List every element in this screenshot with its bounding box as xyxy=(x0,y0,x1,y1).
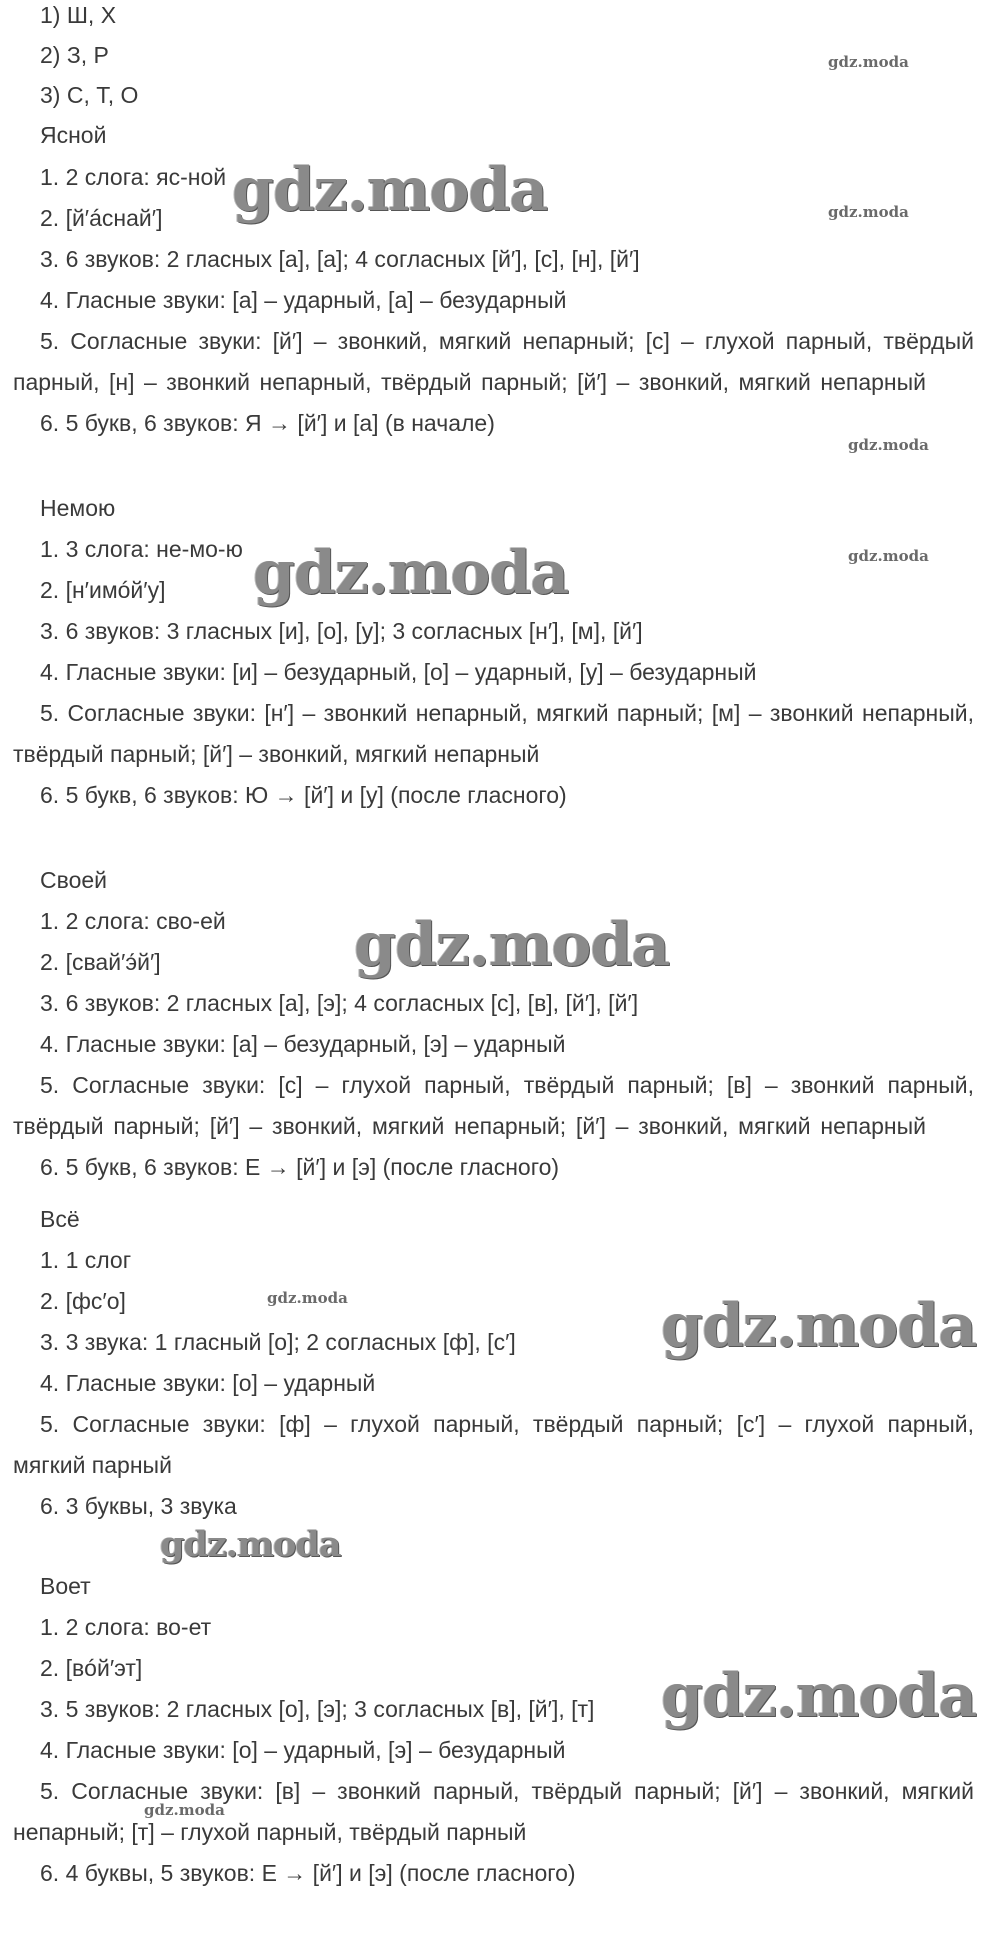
answer-line: 4. Гласные звуки: [а] – безударный, [э] – ударный xyxy=(40,1031,566,1057)
watermark-large: gdz.moda xyxy=(661,1661,977,1731)
watermark-small: gdz.moda xyxy=(267,1289,348,1307)
answer-line: 2. [вóй′эт] xyxy=(40,1655,143,1681)
answer-line: 5. Согласные звуки: [с] – глухой парный, твёрдый парный; [в] – звонкий парный, xyxy=(40,1072,974,1098)
answer-line: 1. 2 слога: сво-ей xyxy=(40,908,226,934)
answer-line: твёрдый парный; [й′] – звонкий, мягкий непарный xyxy=(13,741,540,767)
watermark-small: gdz.moda xyxy=(848,547,929,565)
watermark-large: gdz.moda xyxy=(354,910,670,980)
answer-line: 3. 3 звука: 1 гласный [о]; 2 согласных [ф], [с′] xyxy=(40,1329,516,1355)
word-heading: Своей xyxy=(40,867,108,893)
watermark-small: gdz.moda xyxy=(828,53,909,71)
watermark-large: gdz.moda xyxy=(232,155,548,225)
answer-line: 3. 6 звуков: 3 гласных [и], [о], [у]; 3 согласных [н′], [м], [й′] xyxy=(40,618,643,644)
answer-line: 3) С, Т, О xyxy=(40,82,139,108)
watermark-small: gdz.moda xyxy=(144,1801,225,1819)
answer-line: парный, [н] – звонкий непарный, твёрдый парный; [й′] – звонкий, мягкий непарный xyxy=(13,369,926,395)
answer-line: 1. 3 слога: не-мо-ю xyxy=(40,536,243,562)
answer-line: 1. 2 слога: во-ет xyxy=(40,1614,212,1640)
answer-line: 5. Согласные звуки: [н′] – звонкий непарный, мягкий парный; [м] – звонкий непарный, xyxy=(40,700,974,726)
answer-line: 6. 5 букв, 6 звуков: Е → [й′] и [э] (после гласного) xyxy=(40,1154,560,1180)
answer-line: 4. Гласные звуки: [а] – ударный, [а] – безударный xyxy=(40,287,567,313)
answer-line: 1. 1 слог xyxy=(40,1247,132,1273)
answer-line: 6. 5 букв, 6 звуков: Я → [й′] и [а] (в начале) xyxy=(40,410,495,436)
answer-line: 6. 5 букв, 6 звуков: Ю → [й′] и [у] (после гласного) xyxy=(40,782,567,808)
word-heading: Воет xyxy=(40,1573,91,1599)
word-heading: Немою xyxy=(40,495,116,521)
answer-line: 2. [фс′о] xyxy=(40,1288,126,1314)
watermark-medium: gdz.moda xyxy=(160,1524,341,1565)
watermark-large: gdz.moda xyxy=(253,538,569,608)
answer-line: 4. Гласные звуки: [и] – безударный, [о] – ударный, [у] – безударный xyxy=(40,659,757,685)
answer-line: 4. Гласные звуки: [о] – ударный, [э] – безударный xyxy=(40,1737,566,1763)
answer-line: 1) Ш, Х xyxy=(40,2,117,28)
answer-line: мягкий парный xyxy=(13,1452,172,1478)
answer-line: 5. Согласные звуки: [в] – звонкий парный, твёрдый парный; [й′] – звонкий, мягкий xyxy=(40,1778,974,1804)
answer-line: твёрдый парный; [й′] – звонкий, мягкий непарный; [й′] – звонкий, мягкий непарный xyxy=(13,1113,926,1139)
word-heading: Всё xyxy=(40,1206,80,1232)
answer-line: 2. [й′áснай′] xyxy=(40,205,163,231)
answer-line: 6. 4 буквы, 5 звуков: Е → [й′] и [э] (после гласного) xyxy=(40,1860,576,1886)
answer-line: 2) З, Р xyxy=(40,42,109,68)
watermark-small: gdz.moda xyxy=(828,203,909,221)
answer-line: 4. Гласные звуки: [о] – ударный xyxy=(40,1370,376,1396)
answer-line: 1. 2 слога: яс-ной xyxy=(40,164,227,190)
watermark-large: gdz.moda xyxy=(661,1291,977,1361)
answer-line: 2. [н′имóй′у] xyxy=(40,577,166,603)
answer-line: 2. [свай′э́й′] xyxy=(40,949,161,975)
answer-line: 6. 3 буквы, 3 звука xyxy=(40,1493,237,1519)
answer-line: непарный; [т] – глухой парный, твёрдый парный xyxy=(13,1819,527,1845)
word-heading: Ясной xyxy=(40,122,107,148)
answer-line: 3. 5 звуков: 2 гласных [о], [э]; 3 согласных [в], [й′], [т] xyxy=(40,1696,595,1722)
watermark-small: gdz.moda xyxy=(848,436,929,454)
answer-line: 3. 6 звуков: 2 гласных [а], [а]; 4 согласных [й′], [с], [н], [й′] xyxy=(40,246,640,272)
answer-line: 3. 6 звуков: 2 гласных [а], [э]; 4 согласных [с], [в], [й′], [й′] xyxy=(40,990,639,1016)
answer-line: 5. Согласные звуки: [ф] – глухой парный, твёрдый парный; [с′] – глухой парный, xyxy=(40,1411,974,1437)
answer-line: 5. Согласные звуки: [й′] – звонкий, мягкий непарный; [с] – глухой парный, твёрдый xyxy=(40,328,974,354)
